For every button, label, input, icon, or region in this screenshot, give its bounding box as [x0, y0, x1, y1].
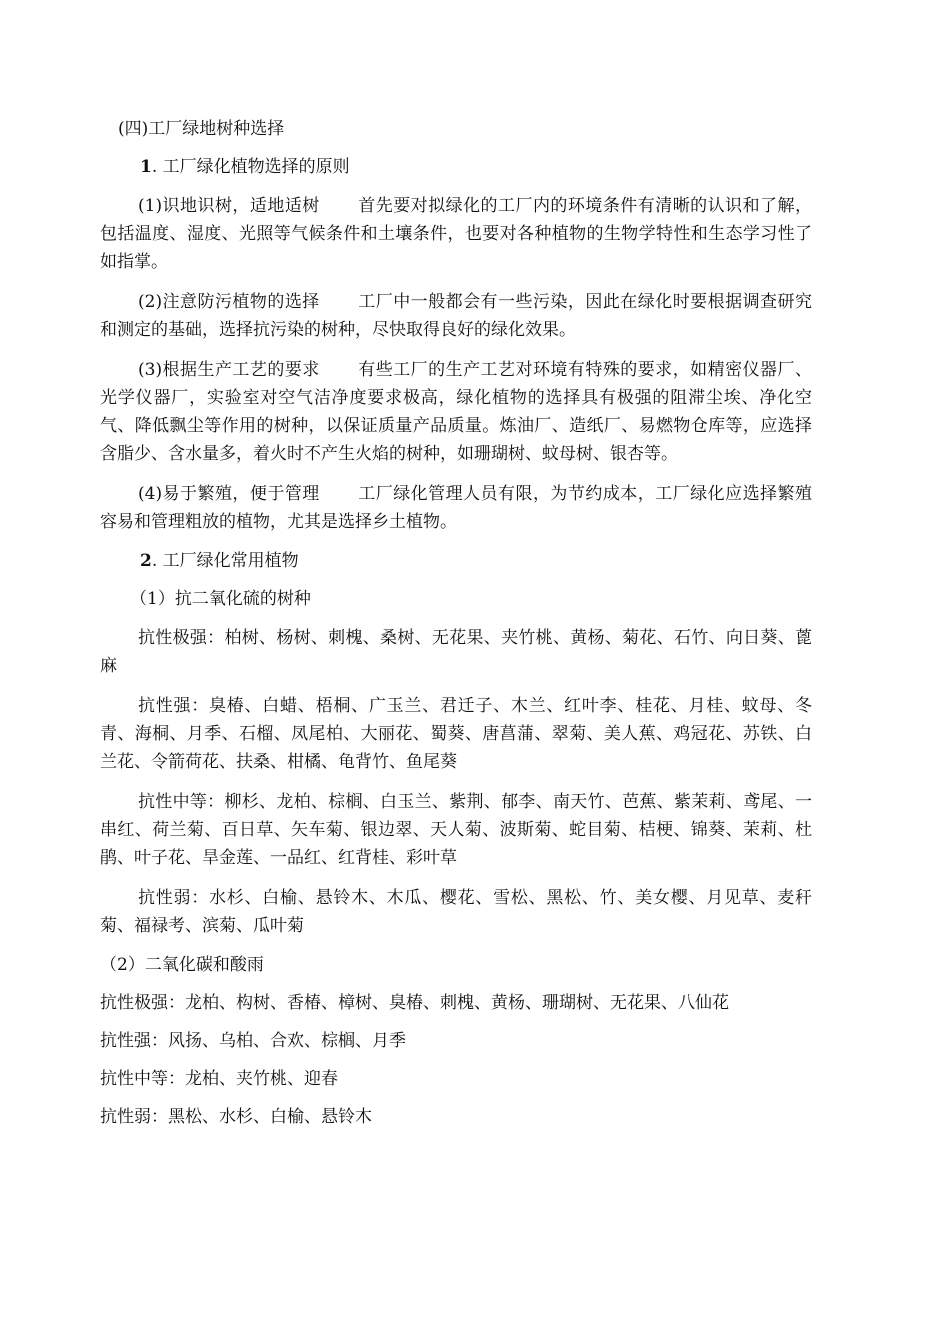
section-title: (四)工厂绿地树种选择 — [118, 119, 285, 139]
so2-heading: （1）抗二氧化硫的树种 — [130, 589, 311, 609]
part1-heading-text: . 工厂绿化植物选择的原则 — [151, 157, 350, 177]
principle-2 — [100, 288, 812, 344]
co2-strong: 抗性强：风扬、乌柏、合欢、棕榈、月季 — [100, 1031, 406, 1051]
so2-very-strong: 抗性极强：柏树、杨树、刺槐、桑树、无花果、夹竹桃、黄杨、菊花、石竹、向日葵、蓖麻 — [100, 628, 812, 676]
so2-medium: 抗性中等：柳杉、龙柏、棕榈、白玉兰、紫荆、郁李、南天竹、芭蕉、紫茉莉、鸢尾、一串红、荷兰菊、百日草、矢车菊、银边翠、天人菊、波斯菊、蛇目菊、桔梗、锦葵、茉莉、杜鹃、叶子花、旱金莲、一品红、红背桂、彩叶草 — [100, 792, 812, 868]
principle-4 — [100, 480, 812, 536]
co2-very-strong: 抗性极强：龙柏、构树、香椿、樟树、臭椿、刺槐、黄杨、珊瑚树、无花果、八仙花 — [100, 993, 729, 1013]
part2-heading — [100, 548, 812, 574]
part2-number: 2 — [140, 551, 152, 571]
co2-weak: 抗性弱：黑松、水杉、白榆、悬铃木 — [100, 1107, 372, 1127]
so2-weak: 抗性弱：水杉、白榆、悬铃木、木瓜、樱花、雪松、黑松、竹、美女樱、月见草、麦秆菊、福禄考、滨菊、瓜叶菊 — [100, 888, 812, 936]
co2-medium: 抗性中等：龙柏、夹竹桃、迎春 — [100, 1069, 338, 1089]
part1-heading — [100, 154, 812, 180]
principle-2-label: (2)注意防污植物的选择 — [138, 292, 320, 312]
principle-3 — [100, 356, 812, 468]
document-body — [100, 116, 812, 1130]
principle-3-text: 有些工厂的生产工艺对环境有特殊的要求，如精密仪器厂、光学仪器厂，实验室对空气洁净度要求极高，绿化植物的选择具有极强的阻滞尘埃、净化空气、降低飘尘等作用的树种，以保证质量产品质量。炼油厂、造纸厂、易燃物仓库等，应选择含脂少、含水量多，着火时不产生火焰的树种，如珊瑚树、蚊母树、银杏等。 — [100, 360, 812, 464]
principle-3-label: (3)根据生产工艺的要求 — [138, 360, 320, 380]
principle-1-label: (1)识地识树，适地适树 — [138, 196, 320, 216]
principle-4-text: 工厂绿化管理人员有限，为节约成本，工厂绿化应选择繁殖容易和管理粗放的植物，尤其是选择乡土植物。 — [100, 484, 812, 532]
principle-1 — [100, 192, 812, 276]
principle-4-label: (4)易于繁殖，便于管理 — [138, 484, 320, 504]
part1-number: 1 — [140, 157, 152, 177]
part2-heading-text: . 工厂绿化常用植物 — [151, 551, 299, 571]
principle-1-text: 首先要对拟绿化的工厂内的环境条件有清晰的认识和了解，包括温度、湿度、光照等气候条件和土壤条件，也要对各种植物的生物学特性和生态学习性了如指掌。 — [100, 196, 812, 272]
co2-heading: （2）二氧化碳和酸雨 — [100, 955, 264, 975]
so2-strong: 抗性强：臭椿、白蜡、梧桐、广玉兰、君迁子、木兰、红叶李、桂花、月桂、蚊母、冬青、海桐、月季、石榴、凤尾柏、大丽花、蜀葵、唐菖蒲、翠菊、美人蕉、鸡冠花、苏铁、白兰花、令箭荷花、扶桑、柑橘、龟背竹、鱼尾葵 — [100, 696, 812, 772]
principle-2-text: 工厂中一般都会有一些污染，因此在绿化时要根据调查研究和测定的基础，选择抗污染的树种，尽快取得良好的绿化效果。 — [100, 292, 812, 340]
